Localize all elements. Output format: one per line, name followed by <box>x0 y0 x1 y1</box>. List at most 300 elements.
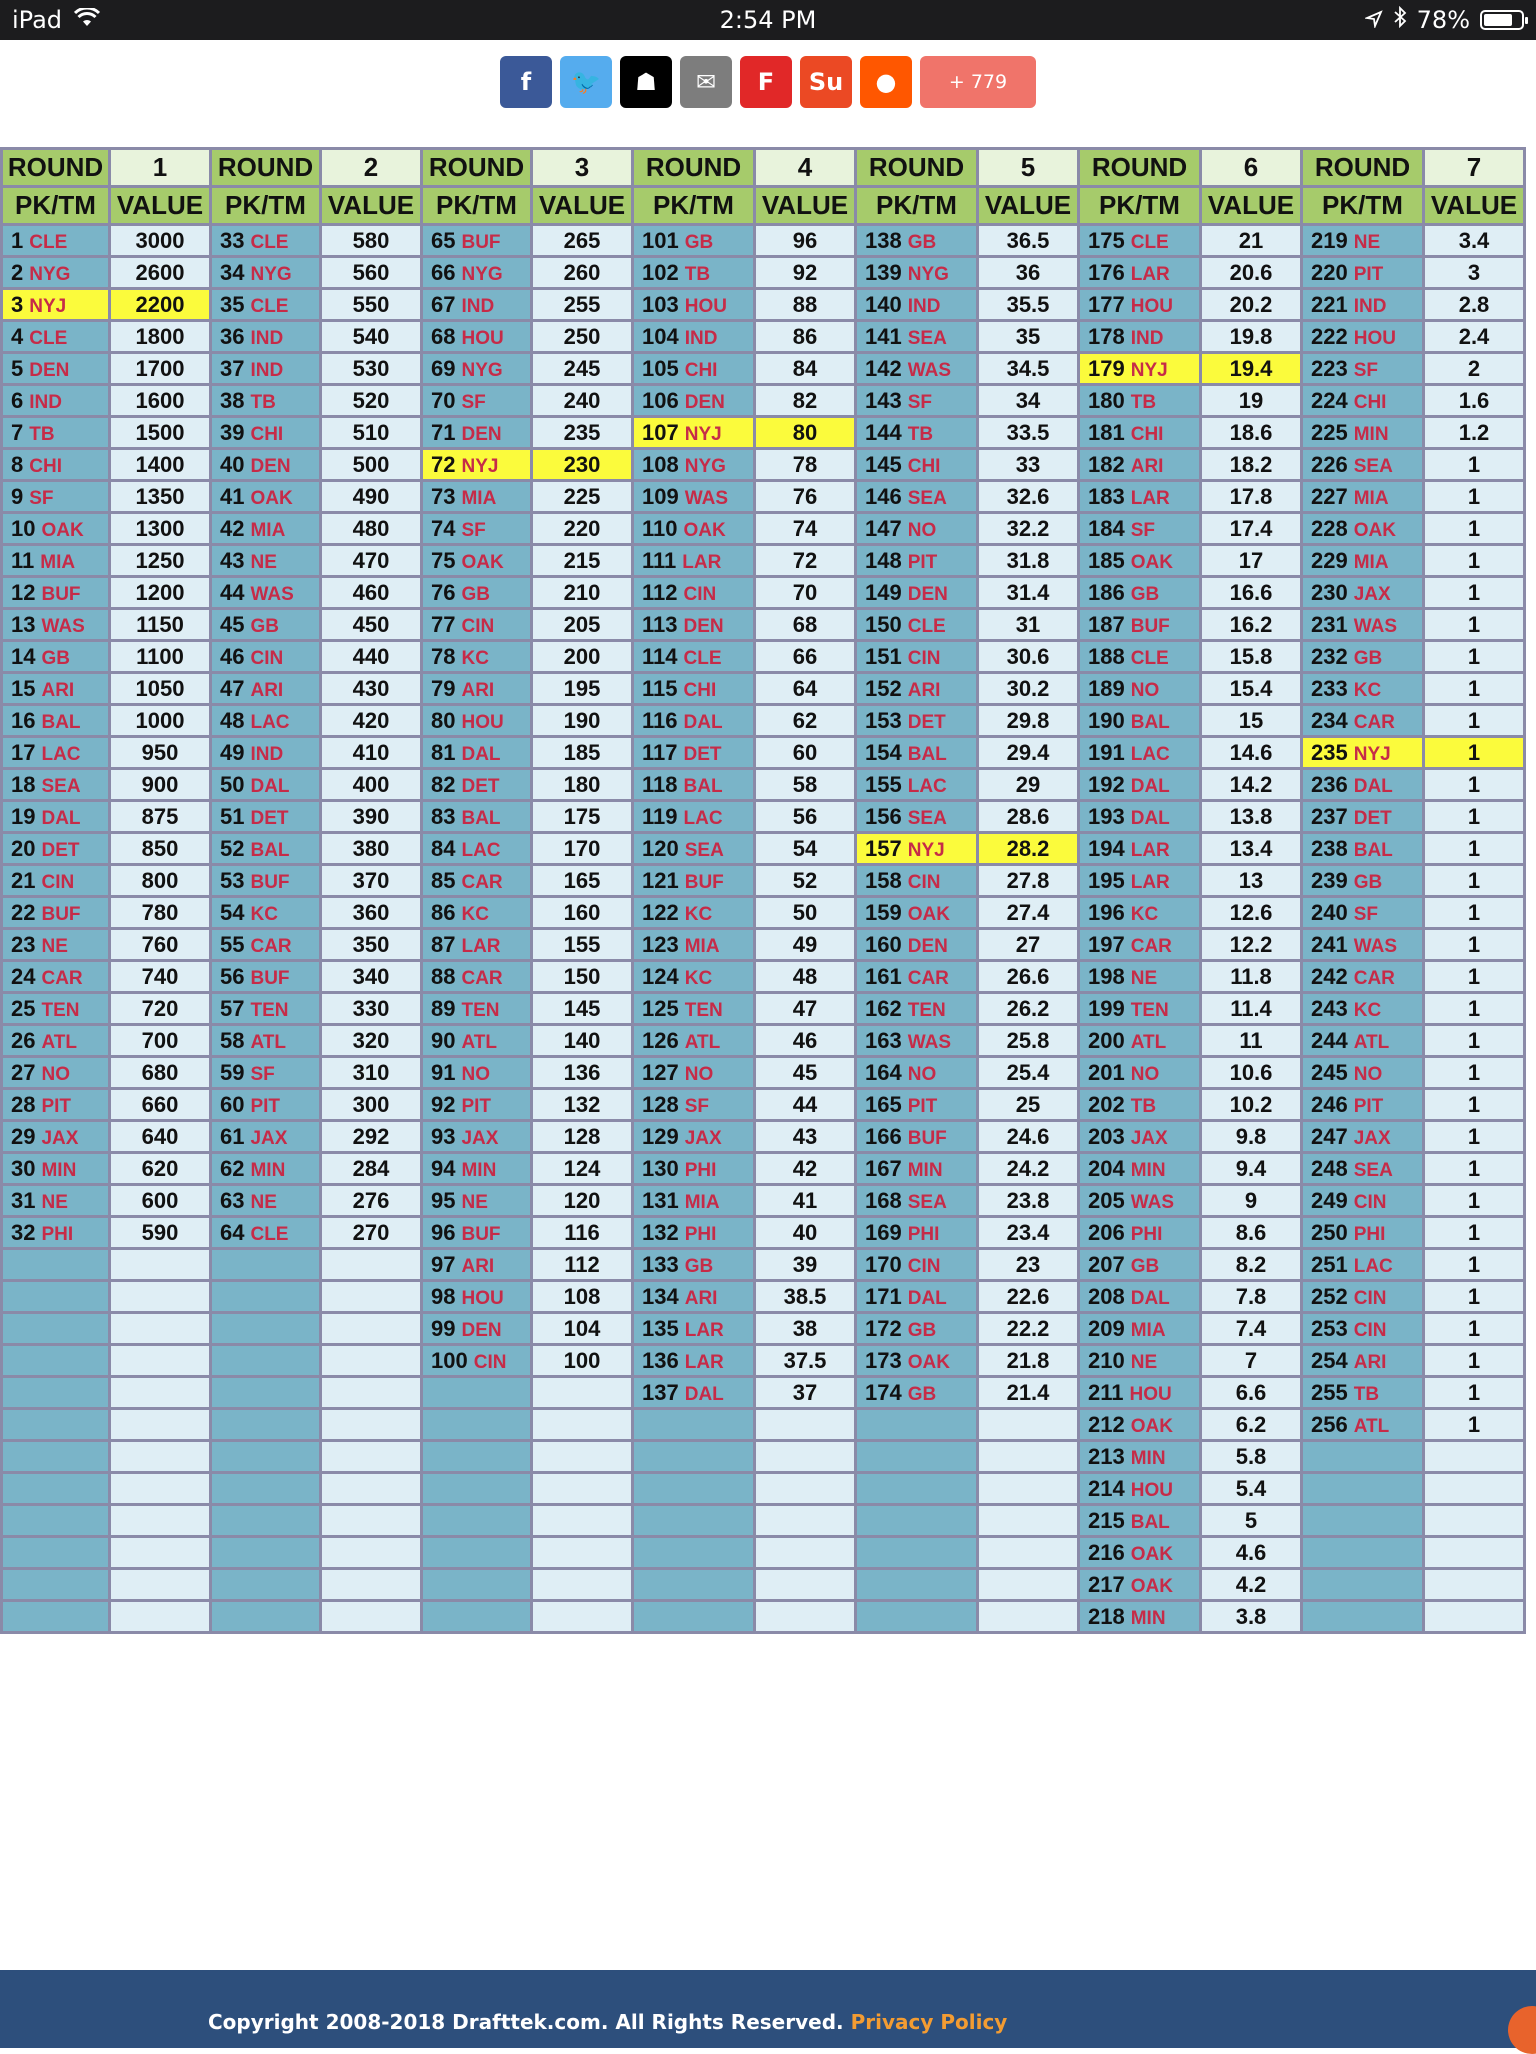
pick-number: 245 <box>1311 1059 1348 1085</box>
table-row <box>2 1377 1525 1409</box>
pick-cell <box>1302 417 1424 449</box>
pick-number: 53 <box>220 867 245 893</box>
table-row <box>2 993 1525 1025</box>
pick-number: 116 <box>642 707 678 733</box>
value-cell: 1 <box>1424 865 1525 897</box>
table-row <box>2 961 1525 993</box>
pick-number: 15 <box>11 675 36 701</box>
pick-number: 103 <box>642 291 679 317</box>
pick-cell <box>1079 769 1201 801</box>
pick-cell <box>1302 1217 1424 1249</box>
pick-cell <box>1302 1313 1424 1345</box>
value-cell: 17.4 <box>1201 513 1302 545</box>
team-abbr: NE <box>1130 967 1158 989</box>
value-cell: 11.4 <box>1201 993 1302 1025</box>
pick-cell <box>633 1377 755 1409</box>
value-cell: 96 <box>755 225 856 257</box>
pick-number: 81 <box>431 739 456 765</box>
value-cell: 26.2 <box>978 993 1079 1025</box>
pick-number: 119 <box>642 803 678 829</box>
pick-number: 51 <box>220 803 245 829</box>
pick-number: 188 <box>1088 643 1125 669</box>
table-row <box>2 1409 1525 1441</box>
value-cell: 11 <box>1201 1025 1302 1057</box>
value-cell: 1.6 <box>1424 385 1525 417</box>
value-cell: 15 <box>1201 705 1302 737</box>
pick-cell <box>422 1057 532 1089</box>
table-row <box>2 1537 1525 1569</box>
value-cell: 21.4 <box>978 1377 1079 1409</box>
team-abbr: DET <box>1353 807 1392 829</box>
pick-cell <box>422 1377 532 1409</box>
team-abbr: DET <box>41 839 80 861</box>
team-abbr: GB <box>907 1383 937 1405</box>
value-cell <box>110 1409 211 1441</box>
value-cell: 124 <box>532 1153 633 1185</box>
pick-cell <box>856 353 978 385</box>
flipboard-button[interactable] <box>740 56 792 108</box>
email-button[interactable] <box>680 56 732 108</box>
pick-cell <box>2 1345 110 1377</box>
pick-cell <box>1079 705 1201 737</box>
pick-number: 228 <box>1311 515 1348 541</box>
team-abbr: DEN <box>29 359 70 381</box>
pick-number: 126 <box>642 1027 679 1053</box>
table-row <box>2 1185 1525 1217</box>
pick-number: 168 <box>865 1187 902 1213</box>
team-abbr: DEN <box>907 935 948 957</box>
team-abbr: CIN <box>473 1351 507 1373</box>
pick-cell <box>422 865 532 897</box>
twitter-button[interactable] <box>560 56 612 108</box>
team-abbr: LAC <box>41 743 81 765</box>
team-abbr: SF <box>1353 903 1378 925</box>
team-abbr: MIA <box>1353 551 1389 573</box>
value-cell: 3 <box>1424 257 1525 289</box>
reddit-button[interactable] <box>860 56 912 108</box>
pick-cell <box>422 353 532 385</box>
facebook-button[interactable] <box>500 56 552 108</box>
value-cell <box>532 1537 633 1569</box>
value-cell: 700 <box>110 1025 211 1057</box>
value-cell: 27 <box>978 929 1079 961</box>
pick-cell <box>856 641 978 673</box>
value-cell: 9 <box>1201 1185 1302 1217</box>
pick-cell <box>2 1249 110 1281</box>
table-row <box>2 705 1525 737</box>
pick-number: 250 <box>1311 1219 1348 1245</box>
pick-cell <box>211 1537 321 1569</box>
value-cell: 370 <box>321 865 422 897</box>
pick-cell <box>2 1089 110 1121</box>
value-cell <box>532 1409 633 1441</box>
pick-cell <box>1302 1185 1424 1217</box>
pick-cell <box>856 1345 978 1377</box>
pick-number: 204 <box>1088 1155 1125 1181</box>
value-cell <box>755 1505 856 1537</box>
pick-number: 162 <box>865 995 902 1021</box>
pick-number: 165 <box>865 1091 902 1117</box>
team-abbr: MIA <box>250 519 286 541</box>
team-abbr: GB <box>1353 871 1383 893</box>
team-abbr: NYJ <box>907 839 945 861</box>
value-cell: 240 <box>532 385 633 417</box>
value-cell: 132 <box>532 1089 633 1121</box>
pick-cell <box>2 1473 110 1505</box>
pick-number: 72 <box>431 451 456 477</box>
ghost-button[interactable] <box>620 56 672 108</box>
value-cell: 380 <box>321 833 422 865</box>
pick-cell <box>1079 1185 1201 1217</box>
team-abbr: KC <box>684 967 713 989</box>
value-cell: 1500 <box>110 417 211 449</box>
stumbleupon-button[interactable] <box>800 56 852 108</box>
pick-number: 246 <box>1311 1091 1348 1117</box>
pick-number: 1 <box>11 227 24 253</box>
value-cell: 116 <box>532 1217 633 1249</box>
pick-number: 237 <box>1311 803 1348 829</box>
pick-number: 41 <box>220 483 245 509</box>
pick-number: 218 <box>1088 1603 1125 1629</box>
pick-number: 82 <box>431 771 456 797</box>
pick-cell <box>633 1281 755 1313</box>
value-cell: 760 <box>110 929 211 961</box>
value-header: VALUE <box>755 187 856 225</box>
value-cell: 1 <box>1424 1345 1525 1377</box>
pick-cell <box>211 641 321 673</box>
value-cell: 15.8 <box>1201 641 1302 673</box>
value-cell: 220 <box>532 513 633 545</box>
value-cell: 410 <box>321 737 422 769</box>
value-cell: 108 <box>532 1281 633 1313</box>
team-abbr: DAL <box>461 743 501 765</box>
pick-cell <box>2 1313 110 1345</box>
value-cell <box>755 1569 856 1601</box>
round-label: ROUND <box>422 149 532 187</box>
team-abbr: GB <box>1130 583 1160 605</box>
team-abbr: CIN <box>907 1255 941 1277</box>
pick-number: 236 <box>1311 771 1348 797</box>
pick-number: 138 <box>865 227 902 253</box>
value-cell: 38 <box>755 1313 856 1345</box>
team-abbr: SF <box>1353 359 1378 381</box>
pick-number: 210 <box>1088 1347 1125 1373</box>
pick-cell <box>2 417 110 449</box>
team-abbr: WAS <box>250 583 294 605</box>
pick-number: 58 <box>220 1027 245 1053</box>
pick-number: 85 <box>431 867 456 893</box>
value-cell <box>321 1441 422 1473</box>
pick-cell <box>1302 1441 1424 1473</box>
value-cell <box>1424 1505 1525 1537</box>
value-cell: 22.6 <box>978 1281 1079 1313</box>
pick-number: 80 <box>431 707 456 733</box>
team-abbr: PIT <box>250 1095 281 1117</box>
value-cell: 76 <box>755 481 856 513</box>
pick-number: 241 <box>1311 931 1348 957</box>
value-cell: 4.2 <box>1201 1569 1302 1601</box>
pick-cell <box>2 353 110 385</box>
pick-cell <box>211 257 321 289</box>
value-cell: 1600 <box>110 385 211 417</box>
pick-number: 122 <box>642 899 679 925</box>
privacy-policy-link[interactable]: Privacy Policy <box>850 2010 1008 2034</box>
table-row <box>2 1089 1525 1121</box>
value-cell: 60 <box>755 737 856 769</box>
team-abbr: TEN <box>250 999 289 1021</box>
pick-number: 226 <box>1311 451 1348 477</box>
pick-cell <box>422 417 532 449</box>
team-abbr: IND <box>250 743 284 765</box>
team-abbr: TEN <box>41 999 80 1021</box>
location-icon <box>1365 6 1383 34</box>
pick-number: 253 <box>1311 1315 1348 1341</box>
pick-number: 22 <box>11 899 36 925</box>
value-cell: 1 <box>1424 897 1525 929</box>
pick-cell <box>422 897 532 929</box>
value-cell: 500 <box>321 449 422 481</box>
value-cell: 9.4 <box>1201 1153 1302 1185</box>
value-cell: 600 <box>110 1185 211 1217</box>
pick-cell <box>2 1153 110 1185</box>
copyright-text: Copyright 2008-2018 Drafttek.com. All Rights Reserved. <box>208 2010 844 2034</box>
pick-cell <box>633 897 755 929</box>
pick-number: 152 <box>865 675 902 701</box>
value-header: VALUE <box>532 187 633 225</box>
pick-cell <box>211 321 321 353</box>
value-cell: 1 <box>1424 673 1525 705</box>
pick-cell <box>1079 801 1201 833</box>
pick-number: 192 <box>1088 771 1125 797</box>
value-cell <box>755 1537 856 1569</box>
pick-cell <box>2 385 110 417</box>
pick-number: 19 <box>11 803 36 829</box>
pick-cell <box>422 801 532 833</box>
team-abbr: LAR <box>1130 263 1170 285</box>
value-cell: 550 <box>321 289 422 321</box>
share-count-button[interactable] <box>920 56 1036 108</box>
pick-number: 171 <box>865 1283 902 1309</box>
pick-cell <box>211 737 321 769</box>
pick-number: 83 <box>431 803 456 829</box>
pick-cell <box>1079 1601 1201 1633</box>
pick-number: 48 <box>220 707 245 733</box>
value-cell: 1 <box>1424 1185 1525 1217</box>
value-cell: 20.6 <box>1201 257 1302 289</box>
table-row <box>2 1313 1525 1345</box>
value-cell: 850 <box>110 833 211 865</box>
pick-cell <box>856 1441 978 1473</box>
team-abbr: SF <box>907 391 932 413</box>
pick-cell <box>211 385 321 417</box>
pick-number: 37 <box>220 355 245 381</box>
team-abbr: DEN <box>907 583 948 605</box>
value-cell: 780 <box>110 897 211 929</box>
pick-cell <box>211 1249 321 1281</box>
pick-number: 159 <box>865 899 902 925</box>
pick-number: 177 <box>1088 291 1125 317</box>
team-abbr: CHI <box>907 455 941 477</box>
team-abbr: NO <box>41 1063 70 1085</box>
chat-bubble-icon[interactable] <box>1508 2006 1536 2054</box>
value-cell <box>321 1505 422 1537</box>
pick-cell <box>633 1217 755 1249</box>
value-cell: 1 <box>1424 801 1525 833</box>
pick-number: 46 <box>220 643 245 669</box>
team-abbr: CIN <box>907 647 941 669</box>
pick-cell <box>856 1601 978 1633</box>
pick-cell <box>2 1025 110 1057</box>
value-cell: 1 <box>1424 513 1525 545</box>
pk-tm-header: PK/TM <box>1302 187 1424 225</box>
team-abbr: MIA <box>461 487 497 509</box>
pick-cell <box>633 513 755 545</box>
value-cell: 74 <box>755 513 856 545</box>
pick-cell <box>633 417 755 449</box>
pick-cell <box>856 577 978 609</box>
value-cell <box>321 1345 422 1377</box>
pick-number: 131 <box>642 1187 679 1213</box>
table-row <box>2 481 1525 513</box>
value-cell: 5.4 <box>1201 1473 1302 1505</box>
value-cell: 1800 <box>110 321 211 353</box>
table-row <box>2 1025 1525 1057</box>
pick-cell <box>1079 1281 1201 1313</box>
team-abbr: PIT <box>907 551 938 573</box>
pick-cell <box>1079 1569 1201 1601</box>
value-cell: 35 <box>978 321 1079 353</box>
pick-number: 28 <box>11 1091 36 1117</box>
value-cell: 276 <box>321 1185 422 1217</box>
value-cell: 540 <box>321 321 422 353</box>
team-abbr: NE <box>250 1191 277 1213</box>
team-abbr: GB <box>684 231 714 253</box>
team-abbr: MIN <box>907 1159 943 1181</box>
pick-number: 144 <box>865 419 902 445</box>
pick-cell <box>2 929 110 961</box>
pick-number: 207 <box>1088 1251 1125 1277</box>
team-abbr: HOU <box>461 711 504 733</box>
team-abbr: CAR <box>1130 935 1172 957</box>
pick-number: 60 <box>220 1091 245 1117</box>
value-cell: 900 <box>110 769 211 801</box>
pick-cell <box>422 1217 532 1249</box>
value-cell: 54 <box>755 833 856 865</box>
value-cell: 68 <box>755 609 856 641</box>
pick-number: 34 <box>220 259 245 285</box>
pick-cell <box>211 1281 321 1313</box>
value-cell: 72 <box>755 545 856 577</box>
pick-number: 56 <box>220 963 245 989</box>
value-cell: 520 <box>321 385 422 417</box>
pick-cell <box>2 609 110 641</box>
team-abbr: MIN <box>41 1159 77 1181</box>
pick-number: 147 <box>865 515 902 541</box>
value-cell: 2 <box>1424 353 1525 385</box>
pick-number: 36 <box>220 323 245 349</box>
value-cell: 31.8 <box>978 545 1079 577</box>
value-cell <box>110 1569 211 1601</box>
team-abbr: SF <box>250 1063 275 1085</box>
pick-cell <box>422 321 532 353</box>
pick-number: 143 <box>865 387 902 413</box>
team-abbr: CAR <box>1353 967 1395 989</box>
pick-cell <box>856 1089 978 1121</box>
round-number: 5 <box>978 149 1079 187</box>
pick-cell <box>2 545 110 577</box>
team-abbr: NE <box>250 551 277 573</box>
pick-cell <box>2 577 110 609</box>
table-row <box>2 801 1525 833</box>
value-cell: 590 <box>110 1217 211 1249</box>
value-cell: 1 <box>1424 609 1525 641</box>
twitter-icon: 🐦 <box>571 68 601 96</box>
pick-number: 239 <box>1311 867 1348 893</box>
pick-cell <box>1302 225 1424 257</box>
table-row <box>2 257 1525 289</box>
pick-cell <box>1302 545 1424 577</box>
team-abbr: CAR <box>461 871 503 893</box>
pick-cell <box>633 1153 755 1185</box>
value-cell: 420 <box>321 705 422 737</box>
table-row <box>2 1345 1525 1377</box>
value-cell <box>1424 1569 1525 1601</box>
pick-cell <box>1079 257 1201 289</box>
value-cell: 92 <box>755 257 856 289</box>
pick-cell <box>422 1473 532 1505</box>
value-cell: 1 <box>1424 705 1525 737</box>
pick-cell <box>2 225 110 257</box>
value-cell: 33 <box>978 449 1079 481</box>
value-cell: 5 <box>1201 1505 1302 1537</box>
value-cell: 18.6 <box>1201 417 1302 449</box>
value-cell: 1.2 <box>1424 417 1525 449</box>
team-abbr: PIT <box>461 1095 492 1117</box>
value-cell: 78 <box>755 449 856 481</box>
pick-cell <box>1079 1345 1201 1377</box>
pick-cell <box>1079 1153 1201 1185</box>
value-cell: 62 <box>755 705 856 737</box>
value-cell: 1 <box>1424 1313 1525 1345</box>
team-abbr: OAK <box>1130 1543 1173 1565</box>
pick-number: 202 <box>1088 1091 1125 1117</box>
value-cell <box>532 1505 633 1537</box>
pick-cell <box>1079 225 1201 257</box>
table-row <box>2 673 1525 705</box>
pick-cell <box>1302 897 1424 929</box>
pick-number: 181 <box>1088 419 1125 445</box>
team-abbr: HOU <box>684 295 727 317</box>
pick-number: 79 <box>431 675 456 701</box>
team-abbr: DAL <box>907 1287 947 1309</box>
pick-cell <box>856 1569 978 1601</box>
team-abbr: MIN <box>1130 1447 1166 1469</box>
pick-cell <box>1302 641 1424 673</box>
team-abbr: BAL <box>461 807 501 829</box>
pick-cell <box>1302 673 1424 705</box>
pk-tm-header: PK/TM <box>422 187 532 225</box>
team-abbr: WAS <box>684 487 728 509</box>
team-abbr: TB <box>250 391 276 413</box>
value-cell: 430 <box>321 673 422 705</box>
table-row <box>2 353 1525 385</box>
pick-cell <box>1302 1505 1424 1537</box>
value-cell: 200 <box>532 641 633 673</box>
value-cell: 155 <box>532 929 633 961</box>
value-cell: 580 <box>321 225 422 257</box>
pick-number: 196 <box>1088 899 1125 925</box>
value-cell: 14.6 <box>1201 737 1302 769</box>
